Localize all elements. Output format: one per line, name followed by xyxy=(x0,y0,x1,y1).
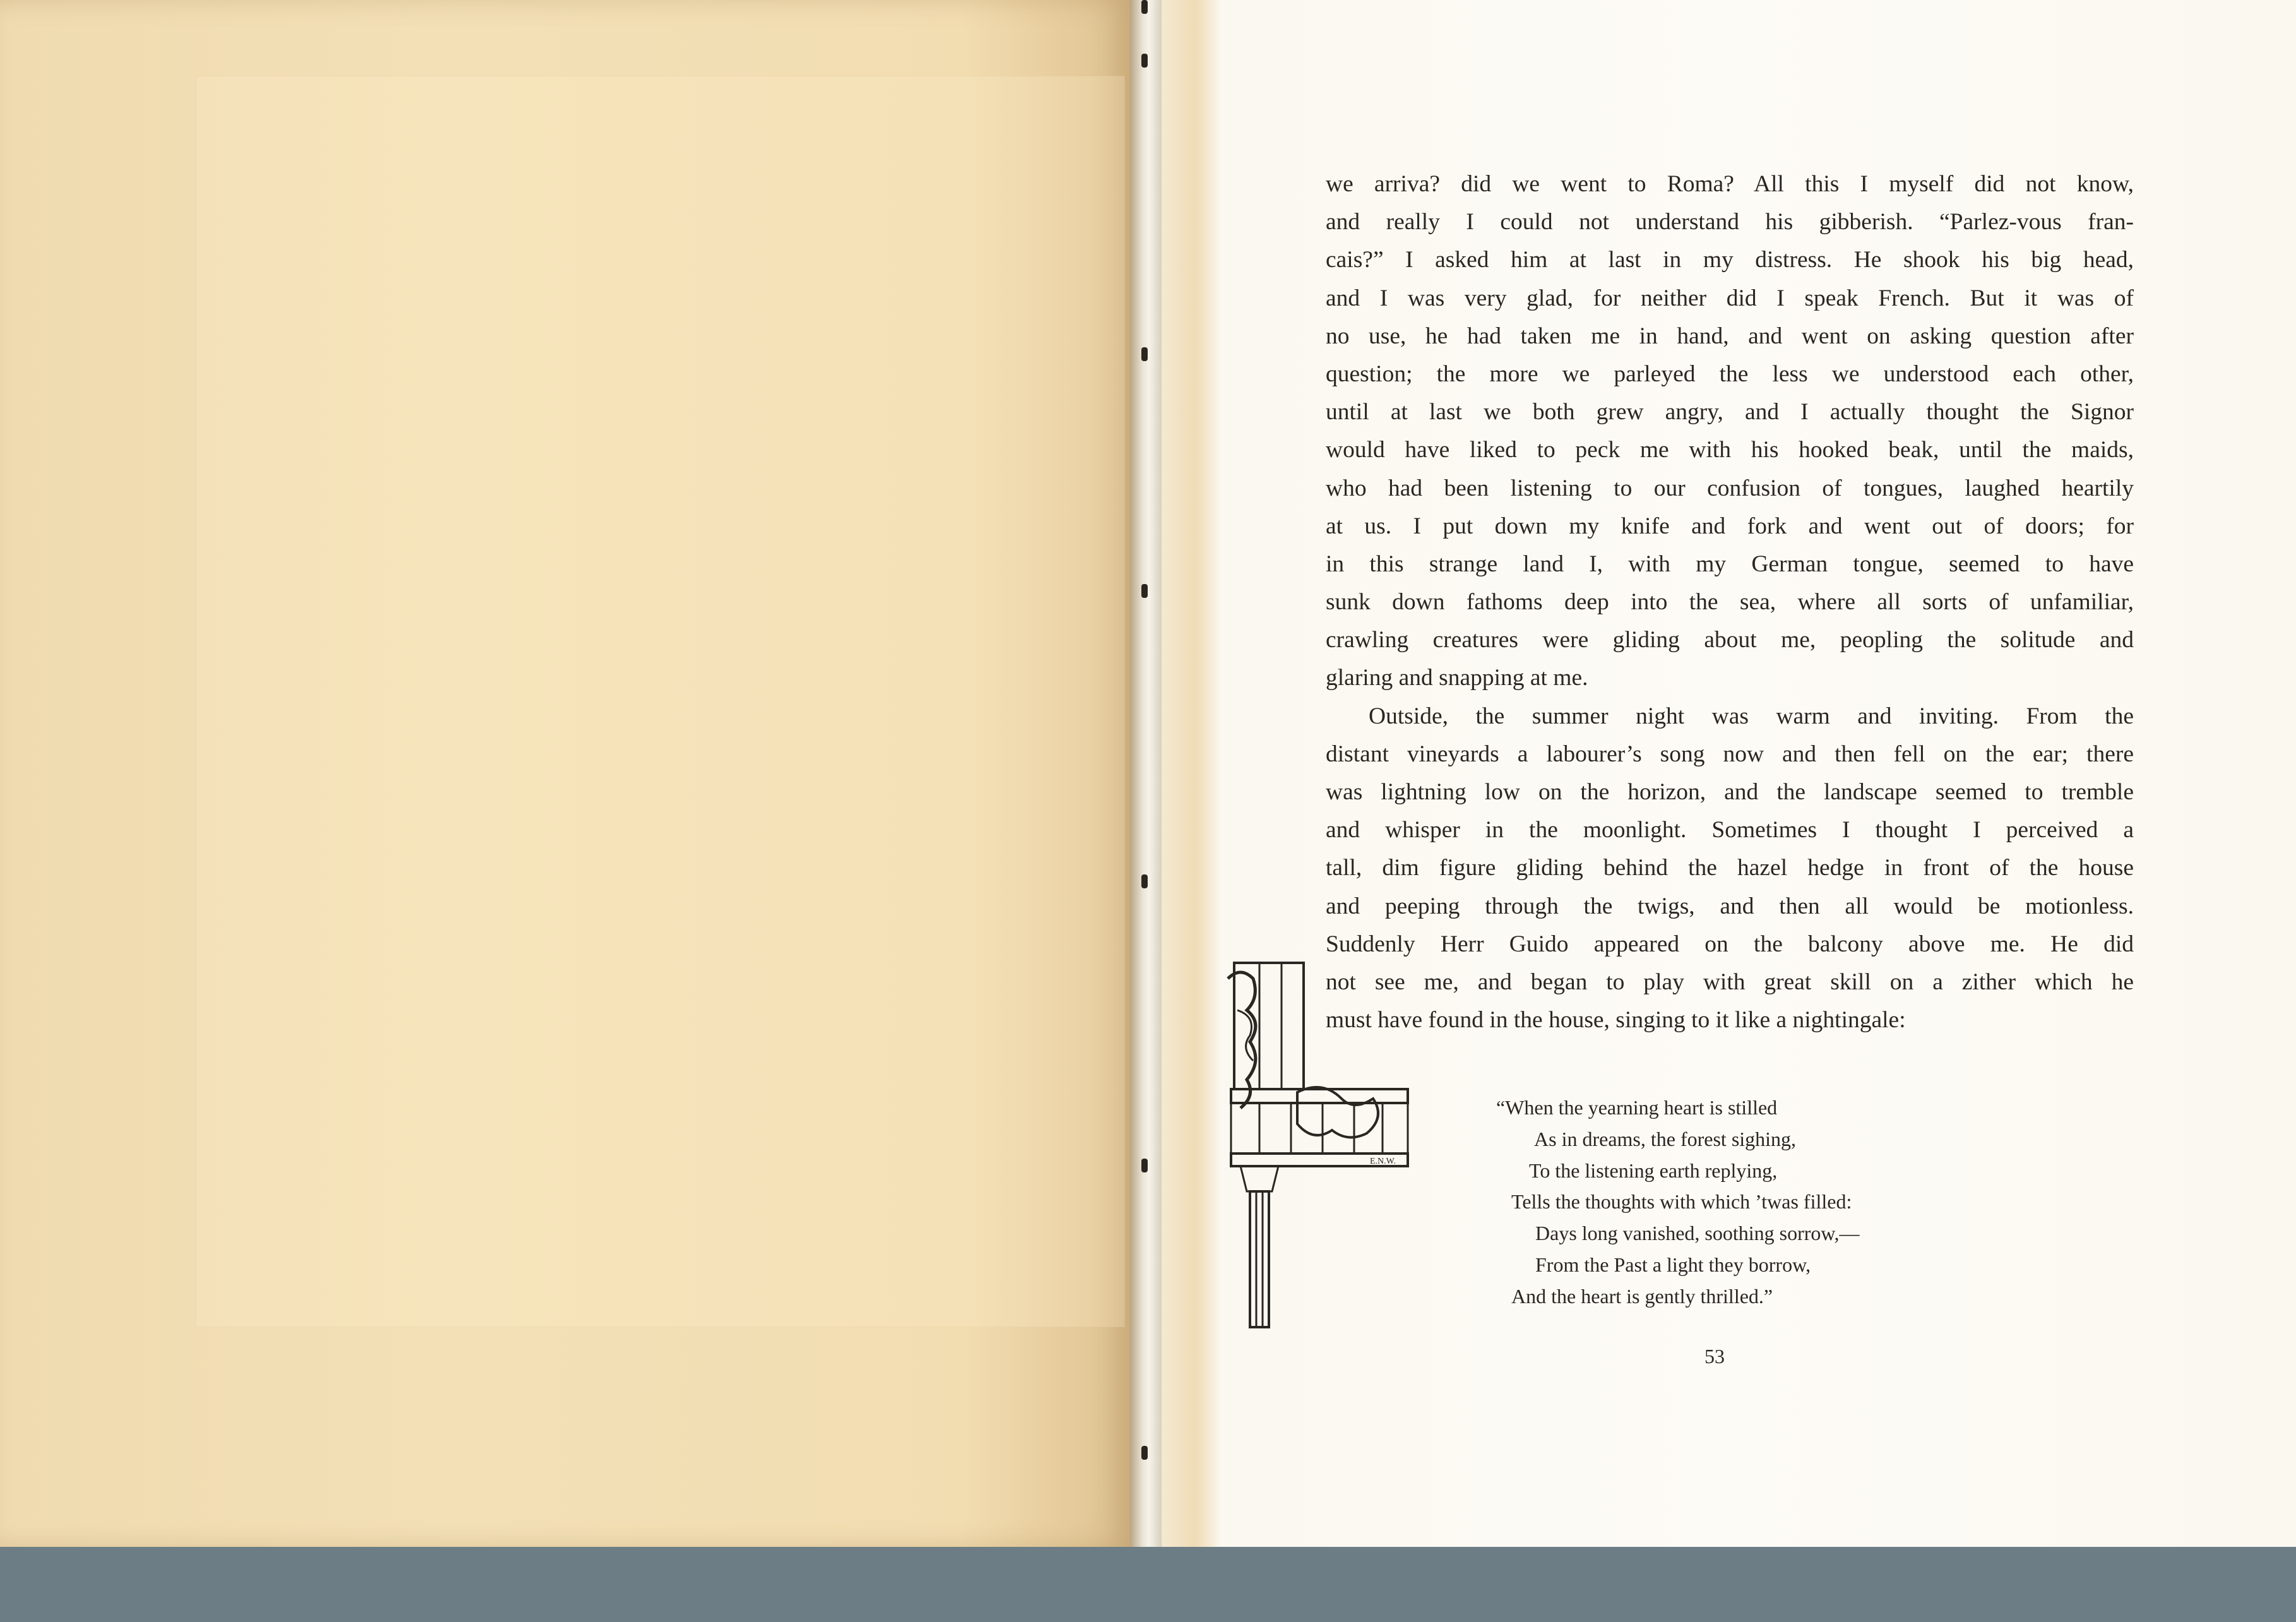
binding-stitch xyxy=(1141,347,1148,361)
binding-stitch xyxy=(1141,54,1148,68)
verse-line: To the listening earth replying, xyxy=(1529,1159,1778,1182)
left-page-plate-area xyxy=(196,76,1125,1327)
text-line: must have found in the house, singing to it like a nightingale: xyxy=(1326,1007,1906,1034)
binding-stitch xyxy=(1141,0,1148,14)
text-line: and I was very glad, for neither did I speak French. But it was of xyxy=(1326,285,2134,311)
verse-line: Days long vanished, soothing sorrow,— xyxy=(1535,1222,1860,1245)
text-line: crawling creatures were gliding about me, peopling the solitude and xyxy=(1326,627,2134,653)
text-line: not see me, and began to play with great skill on a zither which he xyxy=(1326,969,2134,995)
verse-line: And the heart is gently thrilled.” xyxy=(1511,1284,1773,1308)
text-line: tall, dim figure gliding behind the hazel hedge in front of the house xyxy=(1326,855,2134,881)
binding-stitch xyxy=(1141,1159,1148,1172)
text-line: and peeping through the twigs, and then all would be motionless. xyxy=(1326,893,2134,919)
text-line: who had been listening to our confusion of tongues, laughed heartily xyxy=(1326,475,2134,501)
text-line: we arriva? did we went to Roma? All this I myself did not know, xyxy=(1326,171,2134,197)
verse-line: Tells the thoughts with which ’twas filled: xyxy=(1511,1190,1852,1214)
text-line: Suddenly Herr Guido appeared on the balcony above me. He did xyxy=(1326,931,2134,957)
text-line: in this strange land I, with my German tongue, seemed to have xyxy=(1326,551,2134,577)
text-line: and really I could not understand his gibberish. “Parlez-vous fran- xyxy=(1326,209,2134,236)
paragraph-1 xyxy=(1326,165,2134,698)
text-line: cais?” I asked him at last in my distress. He shook his big head, xyxy=(1326,247,2134,273)
poem-verse xyxy=(1496,1092,1859,1313)
text-line: glaring and snapping at me. xyxy=(1326,665,1588,691)
text-line: and whisper in the moonlight. Sometimes I thought I perceived a xyxy=(1326,817,2134,844)
binding-stitch xyxy=(1141,1446,1148,1460)
torn-page-edge xyxy=(1162,0,1222,1547)
text-line: sunk down fathoms deep into the sea, where all sorts of unfamiliar, xyxy=(1326,589,2134,616)
text-line: no use, he had taken me in hand, and went on asking question after xyxy=(1326,323,2134,349)
balcony-illustration xyxy=(1222,953,1449,1345)
binding-stitch xyxy=(1141,874,1148,888)
book-gutter xyxy=(1130,0,1162,1547)
left-page-blank xyxy=(0,0,1130,1547)
verse-line: “When the yearning heart is stilled xyxy=(1496,1096,1778,1119)
text-line: would have liked to peck me with his hooked beak, until the maids, xyxy=(1326,437,2134,463)
text-line: Outside, the summer night was warm and inviting. From the xyxy=(1369,703,2134,729)
binding-stitch xyxy=(1141,584,1148,598)
text-line: until at last we both grew angry, and I actually thought the Signor xyxy=(1326,399,2134,426)
text-line: question; the more we parleyed the less we understood each other, xyxy=(1326,361,2134,387)
verse-line: From the Past a light they borrow, xyxy=(1535,1253,1811,1276)
text-line: distant vineyards a labourer’s song now and then fell on the ear; there xyxy=(1326,741,2134,767)
verse-line: As in dreams, the forest sighing, xyxy=(1534,1127,1797,1150)
text-line: at us. I put down my knife and fork and went out of doors; for xyxy=(1326,513,2134,539)
body-text xyxy=(1326,165,2134,1039)
illustration-signature: E.N.W. xyxy=(1370,1157,1396,1166)
text-line: was lightning low on the horizon, and the landscape seemed to tremble xyxy=(1326,779,2134,805)
page-number: 53 xyxy=(1704,1345,1725,1368)
